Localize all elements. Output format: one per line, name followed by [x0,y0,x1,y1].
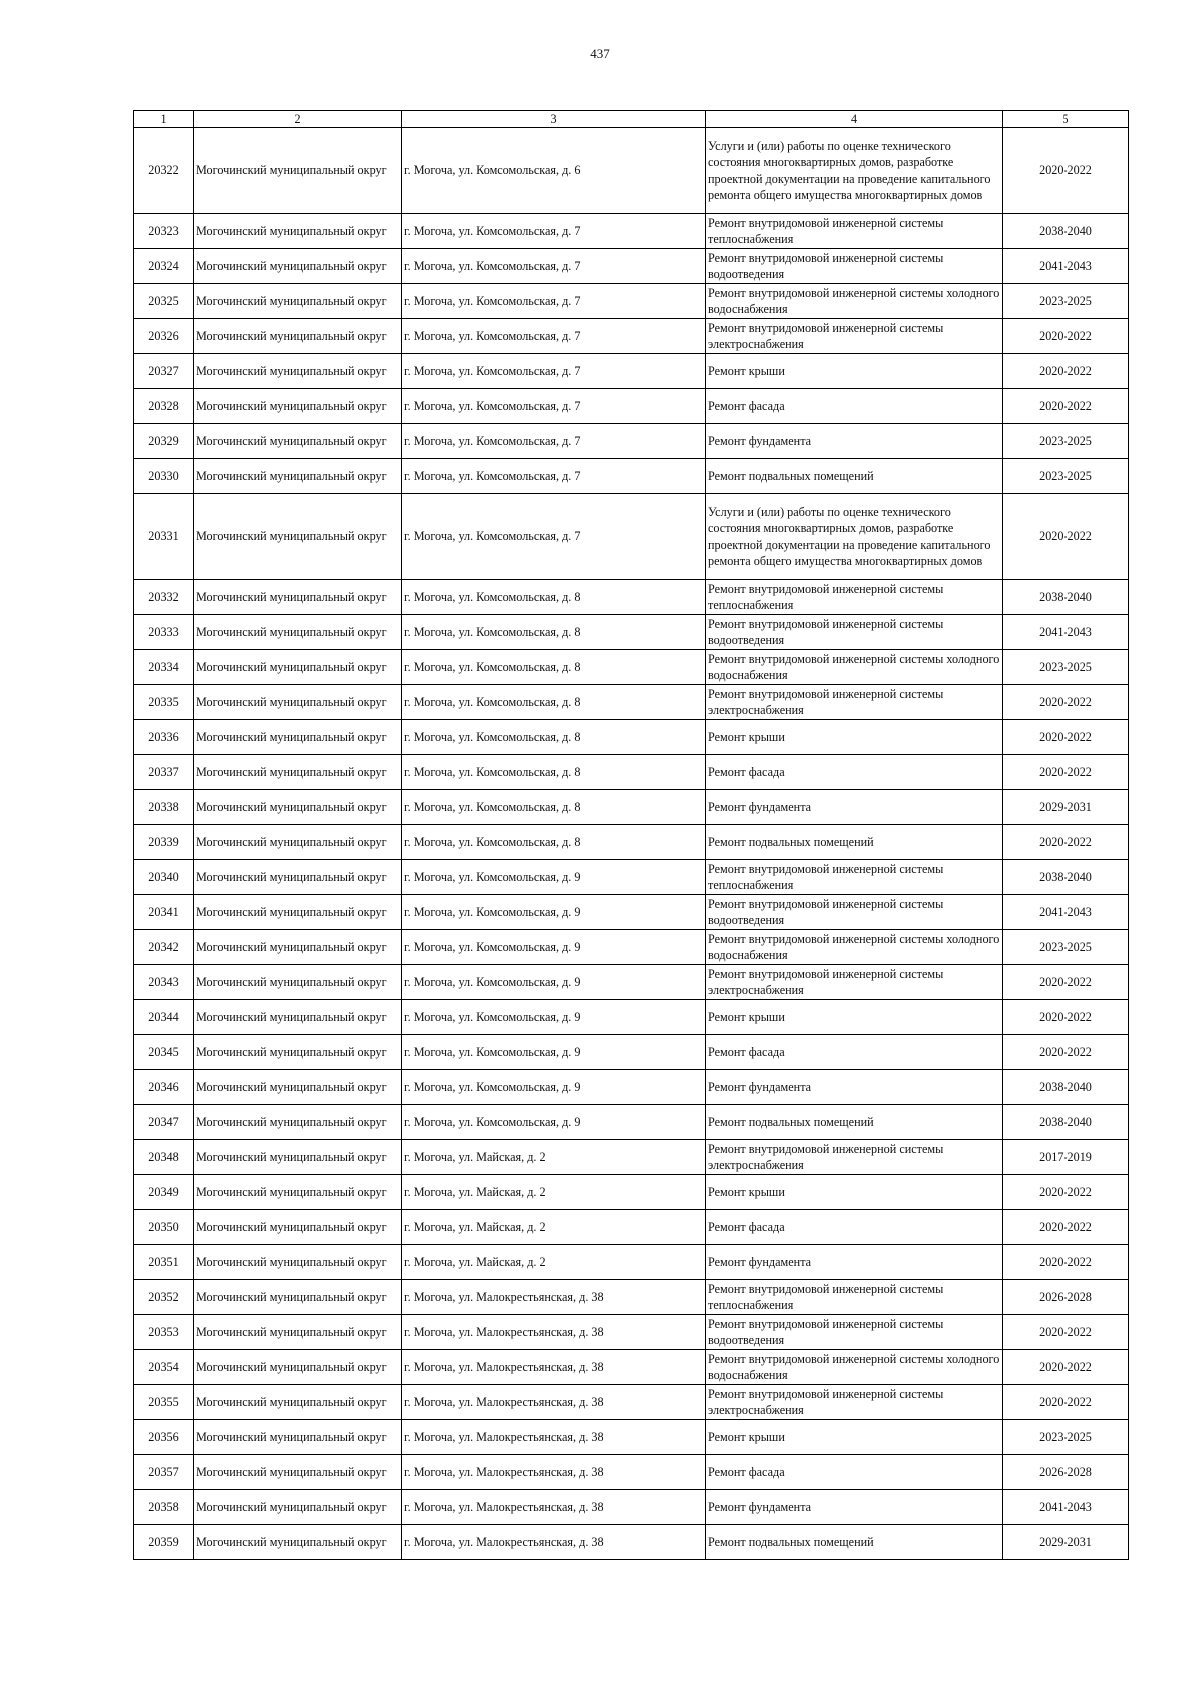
municipal-district-cell: Могочинский муниципальный округ [194,214,402,249]
planned-period-cell: 2038-2040 [1003,1105,1129,1140]
table-row [134,319,1129,354]
building-address-cell: г. Могоча, ул. Комсомольская, д. 7 [402,424,706,459]
table-row [134,1000,1129,1035]
page-number: 437 [590,46,610,61]
planned-period-cell: 2020-2022 [1003,755,1129,790]
municipal-district-cell: Могочинский муниципальный округ [194,1070,402,1105]
row-number-cell: 20351 [134,1245,194,1280]
row-number-cell: 20331 [134,494,194,580]
municipal-district-cell: Могочинский муниципальный округ [194,1035,402,1070]
planned-period-cell: 2023-2025 [1003,424,1129,459]
table-row [134,825,1129,860]
building-address-cell: г. Могоча, ул. Комсомольская, д. 9 [402,860,706,895]
table-row [134,389,1129,424]
work-type-cell: Ремонт внутридомовой инженерной системы электроснабжения [706,319,1003,354]
municipal-district-cell: Могочинский муниципальный округ [194,615,402,650]
municipal-district-cell: Могочинский муниципальный округ [194,1455,402,1490]
municipal-district-cell: Могочинский муниципальный округ [194,1490,402,1525]
building-address-cell: г. Могоча, ул. Малокрестьянская, д. 38 [402,1525,706,1560]
planned-period-cell: 2020-2022 [1003,720,1129,755]
planned-period-cell: 2020-2022 [1003,1350,1129,1385]
municipal-district-cell: Могочинский муниципальный округ [194,494,402,580]
work-type-cell: Ремонт фундамента [706,424,1003,459]
municipal-district-cell: Могочинский муниципальный округ [194,965,402,1000]
building-address-cell: г. Могоча, ул. Комсомольская, д. 9 [402,1035,706,1070]
municipal-district-cell: Могочинский муниципальный округ [194,1210,402,1245]
work-type-cell: Ремонт фундамента [706,1490,1003,1525]
planned-period-cell: 2041-2043 [1003,249,1129,284]
work-type-cell: Ремонт внутридомовой инженерной системы водоотведения [706,1315,1003,1350]
building-address-cell: г. Могоча, ул. Майская, д. 2 [402,1175,706,1210]
work-type-cell: Ремонт фундамента [706,1245,1003,1280]
table-row [134,1420,1129,1455]
work-type-cell: Ремонт фундамента [706,790,1003,825]
table-row [134,895,1129,930]
planned-period-cell: 2038-2040 [1003,214,1129,249]
planned-period-cell: 2020-2022 [1003,685,1129,720]
table-row [134,1035,1129,1070]
planned-period-cell: 2020-2022 [1003,389,1129,424]
municipal-district-cell: Могочинский муниципальный округ [194,1000,402,1035]
row-number-cell: 20348 [134,1140,194,1175]
building-address-cell: г. Могоча, ул. Комсомольская, д. 9 [402,1000,706,1035]
building-address-cell: г. Могоча, ул. Комсомольская, д. 8 [402,580,706,615]
row-number-cell: 20333 [134,615,194,650]
building-address-cell: г. Могоча, ул. Майская, д. 2 [402,1245,706,1280]
building-address-cell: г. Могоча, ул. Комсомольская, д. 8 [402,720,706,755]
table-row [134,128,1129,214]
table-row [134,1350,1129,1385]
municipal-district-cell: Могочинский муниципальный округ [194,1280,402,1315]
work-type-cell: Ремонт фасада [706,1455,1003,1490]
repair-schedule-table [133,110,1129,1560]
planned-period-cell: 2020-2022 [1003,965,1129,1000]
work-type-cell: Ремонт внутридомовой инженерной системы теплоснабжения [706,1280,1003,1315]
planned-period-cell: 2020-2022 [1003,1245,1129,1280]
building-address-cell: г. Могоча, ул. Майская, д. 2 [402,1140,706,1175]
row-number-cell: 20344 [134,1000,194,1035]
building-address-cell: г. Могоча, ул. Комсомольская, д. 8 [402,755,706,790]
row-number-cell: 20352 [134,1280,194,1315]
table-row [134,860,1129,895]
municipal-district-cell: Могочинский муниципальный округ [194,1525,402,1560]
building-address-cell: г. Могоча, ул. Малокрестьянская, д. 38 [402,1385,706,1420]
municipal-district-cell: Могочинский муниципальный округ [194,389,402,424]
table-row [134,685,1129,720]
work-type-cell: Ремонт внутридомовой инженерной системы электроснабжения [706,965,1003,1000]
column-header-3: 3 [402,111,706,128]
work-type-cell: Ремонт подвальных помещений [706,1525,1003,1560]
row-number-cell: 20336 [134,720,194,755]
municipal-district-cell: Могочинский муниципальный округ [194,930,402,965]
row-number-cell: 20347 [134,1105,194,1140]
work-type-cell: Ремонт внутридомовой инженерной системы водоотведения [706,895,1003,930]
work-type-cell: Ремонт подвальных помещений [706,825,1003,860]
work-type-cell: Ремонт внутридомовой инженерной системы электроснабжения [706,685,1003,720]
row-number-cell: 20343 [134,965,194,1000]
building-address-cell: г. Могоча, ул. Комсомольская, д. 7 [402,249,706,284]
municipal-district-cell: Могочинский муниципальный округ [194,860,402,895]
building-address-cell: г. Могоча, ул. Комсомольская, д. 9 [402,965,706,1000]
planned-period-cell: 2038-2040 [1003,580,1129,615]
table-row [134,755,1129,790]
table-row [134,214,1129,249]
work-type-cell: Ремонт фундамента [706,1070,1003,1105]
row-number-cell: 20350 [134,1210,194,1245]
row-number-cell: 20345 [134,1035,194,1070]
municipal-district-cell: Могочинский муниципальный округ [194,1245,402,1280]
planned-period-cell: 2023-2025 [1003,284,1129,319]
table-body [134,128,1129,1560]
planned-period-cell: 2020-2022 [1003,1315,1129,1350]
planned-period-cell: 2020-2022 [1003,319,1129,354]
building-address-cell: г. Могоча, ул. Комсомольская, д. 6 [402,128,706,214]
table-row [134,1070,1129,1105]
row-number-cell: 20335 [134,685,194,720]
planned-period-cell: 2041-2043 [1003,895,1129,930]
table-row [134,424,1129,459]
work-type-cell: Ремонт внутридомовой инженерной системы теплоснабжения [706,214,1003,249]
work-type-cell: Ремонт внутридомовой инженерной системы водоотведения [706,249,1003,284]
building-address-cell: г. Могоча, ул. Комсомольская, д. 8 [402,825,706,860]
building-address-cell: г. Могоча, ул. Комсомольская, д. 9 [402,1070,706,1105]
building-address-cell: г. Могоча, ул. Комсомольская, д. 9 [402,930,706,965]
municipal-district-cell: Могочинский муниципальный округ [194,790,402,825]
row-number-cell: 20340 [134,860,194,895]
table-row [134,1280,1129,1315]
row-number-cell: 20349 [134,1175,194,1210]
planned-period-cell: 2020-2022 [1003,1210,1129,1245]
municipal-district-cell: Могочинский муниципальный округ [194,720,402,755]
municipal-district-cell: Могочинский муниципальный округ [194,354,402,389]
building-address-cell: г. Могоча, ул. Комсомольская, д. 7 [402,459,706,494]
work-type-cell: Ремонт подвальных помещений [706,1105,1003,1140]
table-row [134,284,1129,319]
table-row [134,1490,1129,1525]
municipal-district-cell: Могочинский муниципальный округ [194,1385,402,1420]
municipal-district-cell: Могочинский муниципальный округ [194,650,402,685]
row-number-cell: 20330 [134,459,194,494]
column-header-2: 2 [194,111,402,128]
municipal-district-cell: Могочинский муниципальный округ [194,1175,402,1210]
column-header-1: 1 [134,111,194,128]
table-row [134,1245,1129,1280]
row-number-cell: 20342 [134,930,194,965]
table-row [134,580,1129,615]
row-number-cell: 20339 [134,825,194,860]
planned-period-cell: 2023-2025 [1003,459,1129,494]
municipal-district-cell: Могочинский муниципальный округ [194,895,402,930]
municipal-district-cell: Могочинский муниципальный округ [194,459,402,494]
building-address-cell: г. Могоча, ул. Малокрестьянская, д. 38 [402,1455,706,1490]
work-type-cell: Ремонт внутридомовой инженерной системы электроснабжения [706,1385,1003,1420]
work-type-cell: Ремонт фасада [706,755,1003,790]
work-type-cell: Ремонт внутридомовой инженерной системы холодного водоснабжения [706,930,1003,965]
building-address-cell: г. Могоча, ул. Комсомольская, д. 8 [402,685,706,720]
row-number-cell: 20353 [134,1315,194,1350]
planned-period-cell: 2041-2043 [1003,1490,1129,1525]
municipal-district-cell: Могочинский муниципальный округ [194,284,402,319]
row-number-cell: 20329 [134,424,194,459]
row-number-cell: 20332 [134,580,194,615]
work-type-cell: Ремонт крыши [706,1000,1003,1035]
planned-period-cell: 2038-2040 [1003,860,1129,895]
table-row [134,249,1129,284]
planned-period-cell: 2041-2043 [1003,615,1129,650]
table-row [134,790,1129,825]
planned-period-cell: 2026-2028 [1003,1455,1129,1490]
table-row [134,930,1129,965]
planned-period-cell: 2023-2025 [1003,930,1129,965]
planned-period-cell: 2020-2022 [1003,494,1129,580]
row-number-cell: 20357 [134,1455,194,1490]
building-address-cell: г. Могоча, ул. Комсомольская, д. 7 [402,214,706,249]
table-header-row [134,111,1129,128]
work-type-cell: Ремонт внутридомовой инженерной системы электроснабжения [706,1140,1003,1175]
municipal-district-cell: Могочинский муниципальный округ [194,1420,402,1455]
table-row [134,1140,1129,1175]
work-type-cell: Ремонт крыши [706,1420,1003,1455]
planned-period-cell: 2020-2022 [1003,825,1129,860]
row-number-cell: 20355 [134,1385,194,1420]
building-address-cell: г. Могоча, ул. Комсомольская, д. 7 [402,354,706,389]
planned-period-cell: 2023-2025 [1003,650,1129,685]
municipal-district-cell: Могочинский муниципальный округ [194,580,402,615]
municipal-district-cell: Могочинский муниципальный округ [194,1105,402,1140]
work-type-cell: Ремонт внутридомовой инженерной системы водоотведения [706,615,1003,650]
row-number-cell: 20346 [134,1070,194,1105]
column-header-4: 4 [706,111,1003,128]
building-address-cell: г. Могоча, ул. Комсомольская, д. 9 [402,895,706,930]
work-type-cell: Ремонт внутридомовой инженерной системы холодного водоснабжения [706,1350,1003,1385]
municipal-district-cell: Могочинский муниципальный округ [194,755,402,790]
building-address-cell: г. Могоча, ул. Малокрестьянская, д. 38 [402,1350,706,1385]
row-number-cell: 20359 [134,1525,194,1560]
row-number-cell: 20337 [134,755,194,790]
work-type-cell: Ремонт внутридомовой инженерной системы теплоснабжения [706,580,1003,615]
planned-period-cell: 2020-2022 [1003,1000,1129,1035]
row-number-cell: 20323 [134,214,194,249]
municipal-district-cell: Могочинский муниципальный округ [194,128,402,214]
planned-period-cell: 2020-2022 [1003,1385,1129,1420]
planned-period-cell: 2020-2022 [1003,1175,1129,1210]
municipal-district-cell: Могочинский муниципальный округ [194,424,402,459]
table-row [134,354,1129,389]
table-row [134,459,1129,494]
municipal-district-cell: Могочинский муниципальный округ [194,685,402,720]
building-address-cell: г. Могоча, ул. Малокрестьянская, д. 38 [402,1280,706,1315]
row-number-cell: 20354 [134,1350,194,1385]
table-row [134,1525,1129,1560]
building-address-cell: г. Могоча, ул. Комсомольская, д. 7 [402,389,706,424]
building-address-cell: г. Могоча, ул. Комсомольская, д. 7 [402,319,706,354]
table-row [134,1175,1129,1210]
building-address-cell: г. Могоча, ул. Малокрестьянская, д. 38 [402,1420,706,1455]
planned-period-cell: 2026-2028 [1003,1280,1129,1315]
building-address-cell: г. Могоча, ул. Малокрестьянская, д. 38 [402,1315,706,1350]
table-row [134,1385,1129,1420]
table-row [134,494,1129,580]
municipal-district-cell: Могочинский муниципальный округ [194,1315,402,1350]
planned-period-cell: 2023-2025 [1003,1420,1129,1455]
building-address-cell: г. Могоча, ул. Малокрестьянская, д. 38 [402,1490,706,1525]
building-address-cell: г. Могоча, ул. Комсомольская, д. 8 [402,615,706,650]
table-row [134,965,1129,1000]
row-number-cell: 20322 [134,128,194,214]
building-address-cell: г. Могоча, ул. Комсомольская, д. 7 [402,284,706,319]
table-row [134,1105,1129,1140]
row-number-cell: 20356 [134,1420,194,1455]
municipal-district-cell: Могочинский муниципальный округ [194,1350,402,1385]
work-type-cell: Услуги и (или) работы по оценке технического состояния многоквартирных домов, разработке проектной документации на проведение капитального ремонта общего имущества многоквартирных домов [706,494,1003,580]
row-number-cell: 20324 [134,249,194,284]
planned-period-cell: 2020-2022 [1003,1035,1129,1070]
building-address-cell: г. Могоча, ул. Комсомольская, д. 9 [402,1105,706,1140]
planned-period-cell: 2029-2031 [1003,790,1129,825]
work-type-cell: Ремонт подвальных помещений [706,459,1003,494]
table-row [134,720,1129,755]
planned-period-cell: 2020-2022 [1003,128,1129,214]
table-row [134,1455,1129,1490]
building-address-cell: г. Могоча, ул. Комсомольская, д. 7 [402,494,706,580]
work-type-cell: Ремонт фасада [706,1210,1003,1245]
work-type-cell: Ремонт внутридомовой инженерной системы холодного водоснабжения [706,650,1003,685]
work-type-cell: Ремонт фасада [706,389,1003,424]
table-row [134,650,1129,685]
municipal-district-cell: Могочинский муниципальный округ [194,319,402,354]
row-number-cell: 20334 [134,650,194,685]
building-address-cell: г. Могоча, ул. Майская, д. 2 [402,1210,706,1245]
table-row [134,615,1129,650]
planned-period-cell: 2017-2019 [1003,1140,1129,1175]
table-row [134,1315,1129,1350]
municipal-district-cell: Могочинский муниципальный округ [194,1140,402,1175]
row-number-cell: 20338 [134,790,194,825]
work-type-cell: Ремонт крыши [706,720,1003,755]
work-type-cell: Ремонт крыши [706,354,1003,389]
row-number-cell: 20328 [134,389,194,424]
row-number-cell: 20341 [134,895,194,930]
municipal-district-cell: Могочинский муниципальный округ [194,249,402,284]
planned-period-cell: 2020-2022 [1003,354,1129,389]
work-type-cell: Ремонт внутридомовой инженерной системы холодного водоснабжения [706,284,1003,319]
work-type-cell: Ремонт фасада [706,1035,1003,1070]
work-type-cell: Ремонт внутридомовой инженерной системы теплоснабжения [706,860,1003,895]
row-number-cell: 20327 [134,354,194,389]
row-number-cell: 20325 [134,284,194,319]
row-number-cell: 20326 [134,319,194,354]
work-type-cell: Услуги и (или) работы по оценке технического состояния многоквартирных домов, разработке проектной документации на проведение капитального ремонта общего имущества многоквартирных домов [706,128,1003,214]
building-address-cell: г. Могоча, ул. Комсомольская, д. 8 [402,790,706,825]
building-address-cell: г. Могоча, ул. Комсомольская, д. 8 [402,650,706,685]
row-number-cell: 20358 [134,1490,194,1525]
planned-period-cell: 2038-2040 [1003,1070,1129,1105]
municipal-district-cell: Могочинский муниципальный округ [194,825,402,860]
work-type-cell: Ремонт крыши [706,1175,1003,1210]
table-row [134,1210,1129,1245]
column-header-5: 5 [1003,111,1129,128]
planned-period-cell: 2029-2031 [1003,1525,1129,1560]
